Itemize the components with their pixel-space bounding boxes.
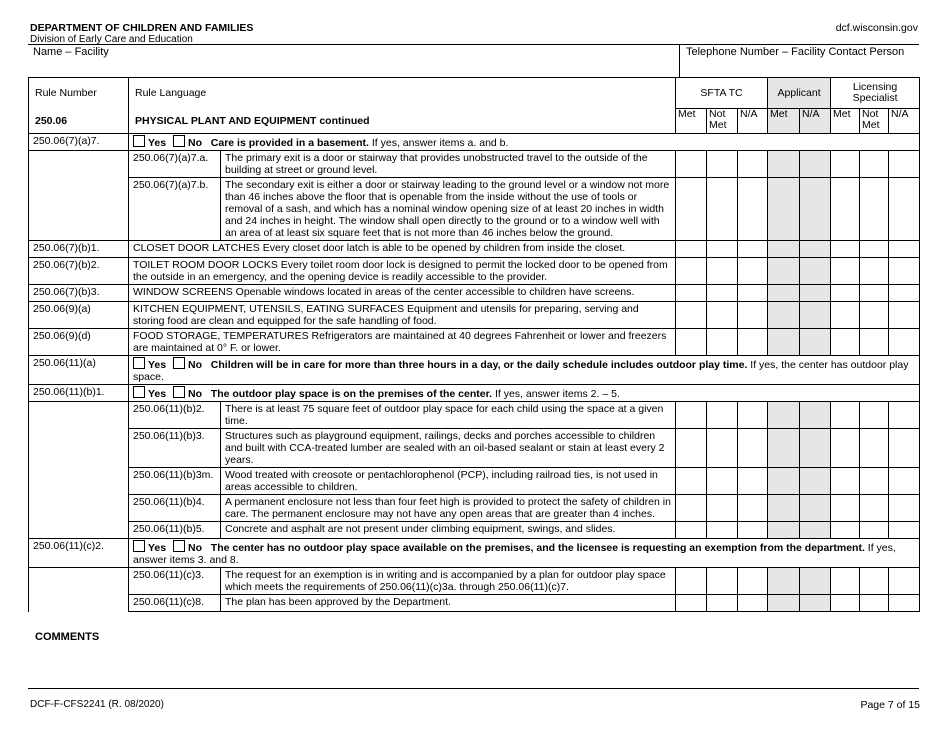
- check-cell[interactable]: [676, 178, 707, 241]
- licensing-header: Licensing Specialist: [831, 78, 920, 109]
- check-cell[interactable]: [768, 241, 800, 258]
- rule-text: TOILET ROOM DOOR LOCKS Every toilet room door lock is designed to permit the locked door to be opened from the outside in an emergency, and the opening device is readily accessible to the provider.: [129, 258, 676, 285]
- rule-number-spacer: [29, 568, 129, 595]
- check-cell[interactable]: [738, 429, 768, 468]
- sub-rule-number: 250.06(11)(c)3.: [129, 568, 221, 595]
- check-cell[interactable]: [738, 495, 768, 522]
- check-cell[interactable]: [831, 241, 860, 258]
- sub-rule-number: 250.06(11)(b)4.: [129, 495, 221, 522]
- rule-number: 250.06(11)(c)2.: [29, 539, 129, 568]
- check-cell[interactable]: [860, 429, 889, 468]
- check-cell[interactable]: [676, 522, 707, 539]
- check-cell[interactable]: [707, 302, 738, 329]
- licensing-not-met-header: Not Met: [860, 109, 889, 134]
- sub-rule-row: [29, 495, 920, 522]
- facility-name-field[interactable]: Name – Facility: [33, 46, 109, 58]
- facility-row: [28, 44, 919, 78]
- check-cell[interactable]: [860, 402, 889, 429]
- sub-rule-row: [29, 568, 920, 595]
- no-label: No: [188, 137, 203, 149]
- group-question: [129, 134, 920, 151]
- rule-row: [29, 258, 920, 285]
- group-row: [29, 385, 920, 402]
- rule-number: 250.06(7)(b)3.: [29, 285, 129, 302]
- sub-rule-row: [29, 178, 920, 241]
- sub-rule-number: 250.06(11)(b)3m.: [129, 468, 221, 495]
- check-cell[interactable]: [768, 468, 800, 495]
- yes-checkbox[interactable]: [133, 357, 145, 369]
- website[interactable]: dcf.wisconsin.gov: [835, 22, 918, 34]
- check-cell[interactable]: [738, 402, 768, 429]
- sfta-na-header: N/A: [738, 109, 768, 134]
- check-cell[interactable]: [738, 151, 768, 178]
- check-cell[interactable]: [738, 241, 768, 258]
- check-cell[interactable]: [768, 568, 800, 595]
- group-row: [29, 539, 920, 568]
- no-checkbox[interactable]: [173, 540, 185, 552]
- sub-rule-row: [29, 429, 920, 468]
- check-cell[interactable]: [676, 468, 707, 495]
- check-cell[interactable]: [768, 178, 800, 241]
- rule-row: [29, 285, 920, 302]
- sub-rule-row: [29, 522, 920, 539]
- rule-number: 250.06(7)(a)7.: [29, 134, 129, 151]
- rule-number-spacer: [29, 429, 129, 468]
- check-cell[interactable]: [831, 402, 860, 429]
- check-cell[interactable]: [860, 495, 889, 522]
- sub-rule-text: The primary exit is a door or stairway that provides unobstructed travel to the outside of the building at street or ground level.: [221, 151, 676, 178]
- check-cell[interactable]: [831, 329, 860, 356]
- check-cell[interactable]: [738, 329, 768, 356]
- yes-checkbox[interactable]: [133, 135, 145, 147]
- sub-rule-text: Wood treated with creosote or pentachlorophenol (PCP), including railroad ties, is not used in areas accessible to children.: [221, 468, 676, 495]
- check-cell[interactable]: [860, 151, 889, 178]
- check-cell[interactable]: [800, 568, 831, 595]
- check-cell[interactable]: [768, 595, 800, 612]
- division-name: Division of Early Care and Education: [30, 34, 193, 45]
- sfta-met-header: Met: [676, 109, 707, 134]
- group-row: [29, 134, 920, 151]
- yes-label: Yes: [148, 542, 167, 554]
- rule-row: [29, 302, 920, 329]
- footer-divider: [28, 688, 919, 689]
- section-number: 250.06: [29, 109, 129, 134]
- group-question: [129, 385, 920, 402]
- rule-number-header: Rule Number: [29, 78, 129, 109]
- section-title: PHYSICAL PLANT AND EQUIPMENT continued: [129, 109, 676, 134]
- rule-text: KITCHEN EQUIPMENT, UTENSILS, EATING SURFACES Equipment and utensils for preparing, serving and storing food are clean and equipped for the safe handling of food.: [129, 302, 676, 329]
- check-cell[interactable]: [768, 329, 800, 356]
- yes-checkbox[interactable]: [133, 386, 145, 398]
- yes-checkbox[interactable]: [133, 540, 145, 552]
- sub-rule-number: 250.06(7)(a)7.a.: [129, 151, 221, 178]
- check-cell[interactable]: [768, 429, 800, 468]
- rule-language-header: Rule Language: [129, 78, 676, 109]
- check-cell[interactable]: [889, 402, 920, 429]
- check-cell[interactable]: [738, 285, 768, 302]
- check-cell[interactable]: [707, 241, 738, 258]
- check-cell[interactable]: [768, 402, 800, 429]
- check-cell[interactable]: [800, 151, 831, 178]
- check-cell[interactable]: [800, 468, 831, 495]
- check-cell[interactable]: [800, 522, 831, 539]
- check-cell[interactable]: [800, 285, 831, 302]
- facility-phone-field[interactable]: Telephone Number – Facility Contact Person: [679, 45, 904, 78]
- check-cell[interactable]: [831, 285, 860, 302]
- check-cell[interactable]: [831, 522, 860, 539]
- check-cell[interactable]: [800, 302, 831, 329]
- check-cell[interactable]: [800, 178, 831, 241]
- check-cell[interactable]: [889, 429, 920, 468]
- no-label: No: [188, 388, 203, 400]
- sub-rule-number: 250.06(11)(b)2.: [129, 402, 221, 429]
- check-cell[interactable]: [676, 241, 707, 258]
- yes-label: Yes: [148, 388, 167, 400]
- check-cell[interactable]: [889, 468, 920, 495]
- rule-number: 250.06(11)(a): [29, 356, 129, 385]
- table-header-row-2: [29, 109, 920, 134]
- sub-rule-row: [29, 151, 920, 178]
- rule-number-spacer: [29, 522, 129, 539]
- sub-rule-row: [29, 595, 920, 612]
- check-cell[interactable]: [738, 522, 768, 539]
- rule-number: 250.06(9)(d): [29, 329, 129, 356]
- check-cell[interactable]: [707, 285, 738, 302]
- sub-rule-number: 250.06(11)(b)5.: [129, 522, 221, 539]
- check-cell[interactable]: [831, 429, 860, 468]
- rule-number-spacer: [29, 495, 129, 522]
- check-cell[interactable]: [860, 568, 889, 595]
- group-bold-text: Care is provided in a basement.: [210, 137, 369, 149]
- check-cell[interactable]: [889, 285, 920, 302]
- sub-rule-text: The secondary exit is either a door or stairway leading to the ground level or a window not more than 46 inches above the floor that is openable from the inside without the use of tools or removal of a sash, and which has a nominal window opening size of at least 20 inches in width and 24 inches in height. The window shall open directly to the ground or to a window well with an area of at least six square feet that is not more than 46 inches below the ground.: [221, 178, 676, 241]
- check-cell[interactable]: [707, 258, 738, 285]
- check-cell[interactable]: [860, 285, 889, 302]
- sub-rule-text: The request for an exemption is in writing and is accompanied by a plan for outdoor play space which meets the requirements of 250.06(11)(c)3a. through 250.06(11)(c)7.: [221, 568, 676, 595]
- check-cell[interactable]: [831, 178, 860, 241]
- check-cell[interactable]: [860, 178, 889, 241]
- check-cell[interactable]: [768, 302, 800, 329]
- group-text: If yes, answer items 2. – 5.: [492, 388, 620, 400]
- rule-row: [29, 241, 920, 258]
- check-cell[interactable]: [800, 329, 831, 356]
- check-cell[interactable]: [676, 568, 707, 595]
- check-cell[interactable]: [831, 258, 860, 285]
- sfta-header: SFTA TC: [676, 78, 768, 109]
- no-checkbox[interactable]: [173, 357, 185, 369]
- check-cell[interactable]: [889, 151, 920, 178]
- applicant-na-header: N/A: [800, 109, 831, 134]
- check-cell[interactable]: [707, 595, 738, 612]
- check-cell[interactable]: [800, 595, 831, 612]
- check-cell[interactable]: [889, 595, 920, 612]
- check-cell[interactable]: [800, 429, 831, 468]
- check-cell[interactable]: [676, 151, 707, 178]
- sub-rule-text: The plan has been approved by the Department.: [221, 595, 676, 612]
- check-cell[interactable]: [768, 495, 800, 522]
- check-cell[interactable]: [707, 402, 738, 429]
- check-cell[interactable]: [889, 568, 920, 595]
- check-cell[interactable]: [738, 302, 768, 329]
- licensing-met-header: Met: [831, 109, 860, 134]
- licensing-na-header: N/A: [889, 109, 920, 134]
- rule-number-spacer: [29, 402, 129, 429]
- checklist-table: [28, 77, 920, 612]
- check-cell[interactable]: [860, 522, 889, 539]
- yes-label: Yes: [148, 137, 167, 149]
- check-cell[interactable]: [768, 258, 800, 285]
- check-cell[interactable]: [831, 568, 860, 595]
- group-bold-text: Children will be in care for more than three hours in a day, or the daily schedule includes outdoor play time.: [210, 359, 748, 371]
- rule-number-spacer: [29, 595, 129, 612]
- group-question: [129, 356, 920, 385]
- check-cell[interactable]: [707, 178, 738, 241]
- check-cell[interactable]: [860, 468, 889, 495]
- check-cell[interactable]: [889, 329, 920, 356]
- sub-rule-text: Structures such as playground equipment, railings, decks and porches accessible to children and built with CCA-treated lumber are sealed with an oil-based sealant or stain at least every 2 years.: [221, 429, 676, 468]
- no-label: No: [188, 359, 203, 371]
- no-checkbox[interactable]: [173, 386, 185, 398]
- group-text: If yes, answer items 3. and 8.: [133, 542, 896, 566]
- sfta-not-met-header: Not Met: [707, 109, 738, 134]
- no-label: No: [188, 542, 203, 554]
- check-cell[interactable]: [800, 402, 831, 429]
- department-name: DEPARTMENT OF CHILDREN AND FAMILIES: [30, 22, 254, 34]
- sub-rule-text: Concrete and asphalt are not present under climbing equipment, swings, and slides.: [221, 522, 676, 539]
- check-cell[interactable]: [707, 522, 738, 539]
- check-cell[interactable]: [707, 429, 738, 468]
- check-cell[interactable]: [889, 522, 920, 539]
- check-cell[interactable]: [738, 258, 768, 285]
- check-cell[interactable]: [676, 429, 707, 468]
- sub-rule-row: [29, 402, 920, 429]
- check-cell[interactable]: [831, 468, 860, 495]
- check-cell[interactable]: [889, 302, 920, 329]
- check-cell[interactable]: [676, 285, 707, 302]
- check-cell[interactable]: [676, 258, 707, 285]
- rule-number-spacer: [29, 151, 129, 178]
- sub-rule-text: There is at least 75 square feet of outdoor play space for each child using the space at a given time.: [221, 402, 676, 429]
- form-id: DCF-F-CFS2241 (R. 08/2020): [30, 699, 164, 710]
- rule-number: 250.06(7)(b)2.: [29, 258, 129, 285]
- applicant-met-header: Met: [768, 109, 800, 134]
- check-cell[interactable]: [831, 151, 860, 178]
- check-cell[interactable]: [800, 241, 831, 258]
- check-cell[interactable]: [860, 595, 889, 612]
- sub-rule-number: 250.06(11)(b)3.: [129, 429, 221, 468]
- check-cell[interactable]: [768, 151, 800, 178]
- sub-rule-text: A permanent enclosure not less than four feet high is provided to protect the safety of children in care. The permanent enclosure may not have any open areas that are greater than 4 inches.: [221, 495, 676, 522]
- check-cell[interactable]: [860, 258, 889, 285]
- group-bold-text: The center has no outdoor play space available on the premises, and the licensee is requesting an exemption from the department.: [210, 542, 865, 554]
- check-cell[interactable]: [831, 495, 860, 522]
- check-cell[interactable]: [707, 495, 738, 522]
- check-cell[interactable]: [707, 468, 738, 495]
- check-cell[interactable]: [738, 468, 768, 495]
- check-cell[interactable]: [800, 495, 831, 522]
- check-cell[interactable]: [831, 302, 860, 329]
- group-text: If yes, the center has outdoor play space.: [133, 359, 909, 383]
- check-cell[interactable]: [800, 258, 831, 285]
- check-cell[interactable]: [738, 178, 768, 241]
- rule-text: WINDOW SCREENS Openable windows located in areas of the center accessible to children have screens.: [129, 285, 676, 302]
- rule-row: [29, 329, 920, 356]
- comments-label: COMMENTS: [35, 631, 100, 643]
- check-cell[interactable]: [889, 495, 920, 522]
- check-cell[interactable]: [860, 302, 889, 329]
- rule-number: 250.06(11)(b)1.: [29, 385, 129, 402]
- check-cell[interactable]: [738, 595, 768, 612]
- check-cell[interactable]: [707, 568, 738, 595]
- check-cell[interactable]: [707, 151, 738, 178]
- check-cell[interactable]: [676, 402, 707, 429]
- group-text: If yes, answer items a. and b.: [368, 137, 509, 149]
- rule-number-spacer: [29, 468, 129, 495]
- sub-rule-number: 250.06(11)(c)8.: [129, 595, 221, 612]
- check-cell[interactable]: [889, 258, 920, 285]
- header-left: [30, 22, 253, 45]
- rule-number: 250.06(7)(b)1.: [29, 241, 129, 258]
- check-cell[interactable]: [768, 522, 800, 539]
- yes-label: Yes: [148, 359, 167, 371]
- check-cell[interactable]: [768, 285, 800, 302]
- rule-text: CLOSET DOOR LATCHES Every closet door latch is able to be opened by children from inside the closet.: [129, 241, 676, 258]
- page-number: Page 7 of 15: [860, 699, 920, 711]
- sub-rule-number: 250.06(7)(a)7.b.: [129, 178, 221, 241]
- rule-number-spacer: [29, 178, 129, 241]
- check-cell[interactable]: [676, 302, 707, 329]
- check-cell[interactable]: [889, 178, 920, 241]
- sub-rule-row: [29, 468, 920, 495]
- check-cell[interactable]: [676, 595, 707, 612]
- applicant-header: Applicant: [768, 78, 831, 109]
- group-row: [29, 356, 920, 385]
- rule-number: 250.06(9)(a): [29, 302, 129, 329]
- group-bold-text: The outdoor play space is on the premises of the center.: [210, 388, 493, 400]
- check-cell[interactable]: [889, 241, 920, 258]
- check-cell[interactable]: [676, 329, 707, 356]
- table-header-row-1: [29, 78, 920, 109]
- check-cell[interactable]: [738, 568, 768, 595]
- check-cell[interactable]: [860, 329, 889, 356]
- check-cell[interactable]: [707, 329, 738, 356]
- group-question: [129, 539, 920, 568]
- check-cell[interactable]: [860, 241, 889, 258]
- no-checkbox[interactable]: [173, 135, 185, 147]
- check-cell[interactable]: [831, 595, 860, 612]
- rule-text: FOOD STORAGE, TEMPERATURES Refrigerators are maintained at 40 degrees Fahrenheit or lower and freezers are maintained at 0° F. or lower.: [129, 329, 676, 356]
- check-cell[interactable]: [676, 495, 707, 522]
